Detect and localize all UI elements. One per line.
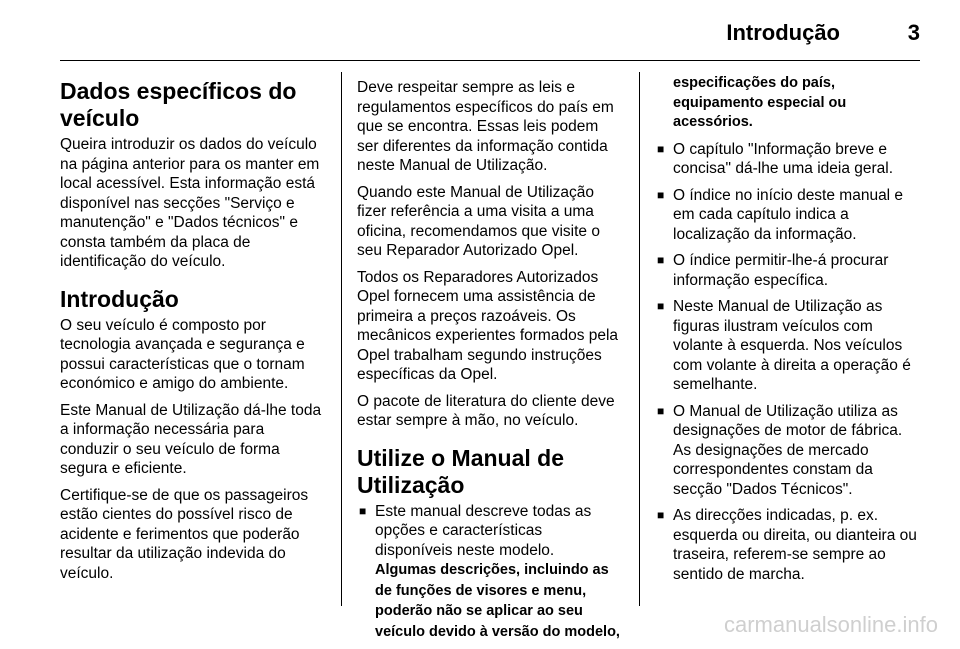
list-item bbox=[655, 251, 923, 290]
bullet-square-icon: ■ bbox=[657, 187, 665, 202]
paragraph: Deve respeitar sempre as leis e regulamentos específicos do país em que se encontra. Essas leis podem ser diferentes da informação contida neste Manual de Utilização. bbox=[357, 79, 614, 174]
list-item bbox=[655, 186, 923, 245]
bullet-square-icon: ■ bbox=[657, 403, 665, 418]
page-header-title: Introdução bbox=[726, 20, 840, 45]
bullet-square-icon: ■ bbox=[657, 299, 665, 313]
paragraph: Quando este Manual de Utilização fizer referência a uma visita a uma oficina, recomendamos que visite o seu Reparador Autorizado Opel. bbox=[357, 183, 600, 259]
paragraph: Certifique-se de que os passageiros estão cientes do possível risco de acidente e ferimentos que poderão resultar da utilização indevida do veículo. bbox=[60, 486, 309, 582]
list-item bbox=[655, 140, 923, 179]
bullet-list bbox=[655, 140, 923, 585]
list-item bbox=[357, 502, 622, 643]
watermark: carmanualsonline.info bbox=[723, 612, 938, 637]
page-number: 3 bbox=[907, 20, 920, 45]
list-item-text: As direcções indicadas, p. ex. esquerda ou direita, ou dianteira ou traseira, referem-se sempre ao sentido de marcha. bbox=[673, 507, 917, 583]
list-item-bold-text: Algumas descrições, incluindo as de funções de visores e menu, poderão não se aplicar ao seu veículo devido à versão do modelo, bbox=[375, 562, 620, 640]
list-item-text: Neste Manual de Utilização as figuras ilustram veículos com volante à esquerda. Nos veículos com volante à direita a operação é semelhante. bbox=[673, 298, 911, 393]
list-item-text: O índice permitir-lhe-á procurar informação específica. bbox=[673, 252, 889, 289]
column-3 bbox=[655, 74, 923, 591]
paragraph: Todos os Reparadores Autorizados Opel fornecem uma assistência de primeira a preços razoáveis. Os mecânicos experientes formados pela Opel trabalham segundo instruções específicas da Opel. bbox=[357, 268, 619, 383]
list-item-text: O Manual de Utilização utiliza as designações de motor de fábrica. As designações de mercado correspondentes constam da secção "Dados Técnicos". bbox=[673, 402, 903, 498]
bullet-square-icon: ■ bbox=[657, 253, 665, 267]
column-1 bbox=[60, 78, 325, 590]
list-item bbox=[655, 402, 923, 500]
column-2 bbox=[357, 78, 622, 649]
list-item-text: Este manual descreve todas as opções e características disponíveis neste modelo. bbox=[375, 502, 592, 559]
paragraph: Este Manual de Utilização dá-lhe toda a informação necessária para conduzir o seu veículo de forma segura e eficiente. bbox=[60, 401, 322, 477]
section-heading-vehicle-data: Dados específicos do veículo bbox=[60, 78, 297, 131]
list-item-text: O índice no início deste manual e em cada capítulo indica a localização da informação. bbox=[673, 186, 904, 243]
paragraph: O seu veículo é composto por tecnologia avançada e segurança e possui características que o tornam económico e amigo do ambiente. bbox=[60, 316, 305, 392]
header-divider bbox=[60, 60, 920, 61]
bold-continuation: especificações do país, equipamento especial ou acessórios. bbox=[673, 75, 847, 130]
bullet-square-icon: ■ bbox=[359, 503, 367, 518]
paragraph: Queira introduzir os dados do veículo na página anterior para os manter em local acessível. Esta informação está disponível nas secções "Serviço e manutenção" e "Dados técnicos" e consta também da placa de identificação do veículo. bbox=[60, 136, 320, 270]
list-item bbox=[655, 506, 923, 584]
column-divider-2 bbox=[639, 72, 640, 606]
column-divider-1 bbox=[341, 72, 342, 606]
section-heading-use-manual: Utilize o Manual de Utilização bbox=[357, 444, 565, 498]
bullet-square-icon: ■ bbox=[657, 508, 665, 522]
bullet-list bbox=[357, 502, 622, 643]
list-item bbox=[655, 297, 923, 395]
section-heading-introduction: Introdução bbox=[60, 285, 179, 312]
list-item-text: O capítulo "Informação breve e concisa" dá-lhe uma ideia geral. bbox=[673, 140, 894, 177]
bullet-square-icon: ■ bbox=[657, 141, 665, 156]
paragraph: O pacote de literatura do cliente deve estar sempre à mão, no veículo. bbox=[357, 392, 615, 429]
